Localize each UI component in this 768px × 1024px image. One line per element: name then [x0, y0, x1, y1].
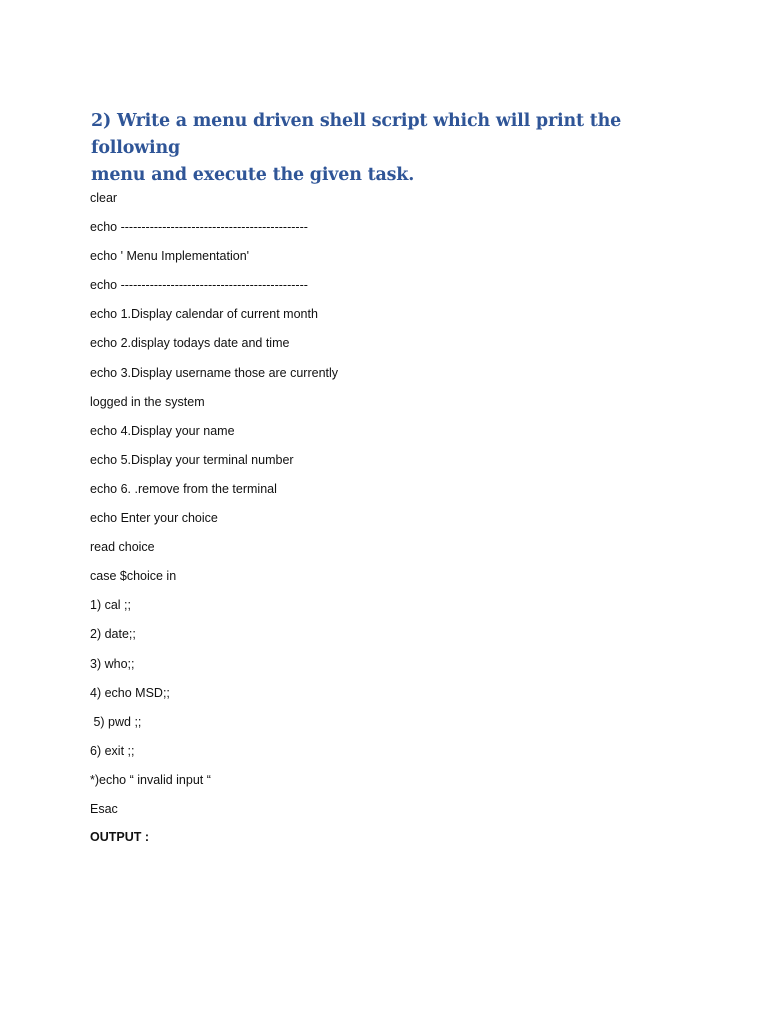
heading-line-1: 2) Write a menu driven shell script which will print the following: [91, 111, 622, 158]
code-line: echo 6. .remove from the terminal: [90, 481, 277, 496]
code-line: echo 5.Display your terminal number: [90, 452, 294, 467]
code-line: 5) pwd ;;: [90, 714, 142, 729]
code-line: Esac: [90, 801, 118, 816]
code-line: 1) cal ;;: [90, 598, 131, 613]
code-line: echo ' Menu Implementation': [90, 249, 250, 264]
code-line: 4) echo MSD;;: [90, 685, 170, 700]
script-listing: [90, 189, 710, 829]
code-line: echo ---------------------------------------------: [90, 220, 308, 235]
code-line: clear: [90, 191, 118, 205]
code-line: *)echo “ invalid input “: [90, 772, 211, 787]
code-line: 2) date;;: [90, 627, 136, 642]
code-line: echo 4.Display your name: [90, 423, 235, 438]
heading-line-2: menu and execute the given task.: [91, 165, 415, 185]
code-line: echo 1.Display calendar of current month: [90, 307, 318, 322]
code-line: read choice: [90, 540, 155, 555]
code-line: 6) exit ;;: [90, 743, 135, 758]
output-label: OUTPUT :: [90, 830, 150, 844]
code-line: logged in the system: [90, 394, 205, 409]
code-line: echo 3.Display username those are currently: [90, 365, 339, 380]
code-line: case $choice in: [90, 569, 177, 584]
question-heading: [91, 108, 691, 189]
code-line: echo ---------------------------------------------: [90, 278, 308, 293]
code-line: echo Enter your choice: [90, 511, 218, 526]
code-line: echo 2.display todays date and time: [90, 336, 290, 351]
code-line: 3) who;;: [90, 656, 135, 671]
